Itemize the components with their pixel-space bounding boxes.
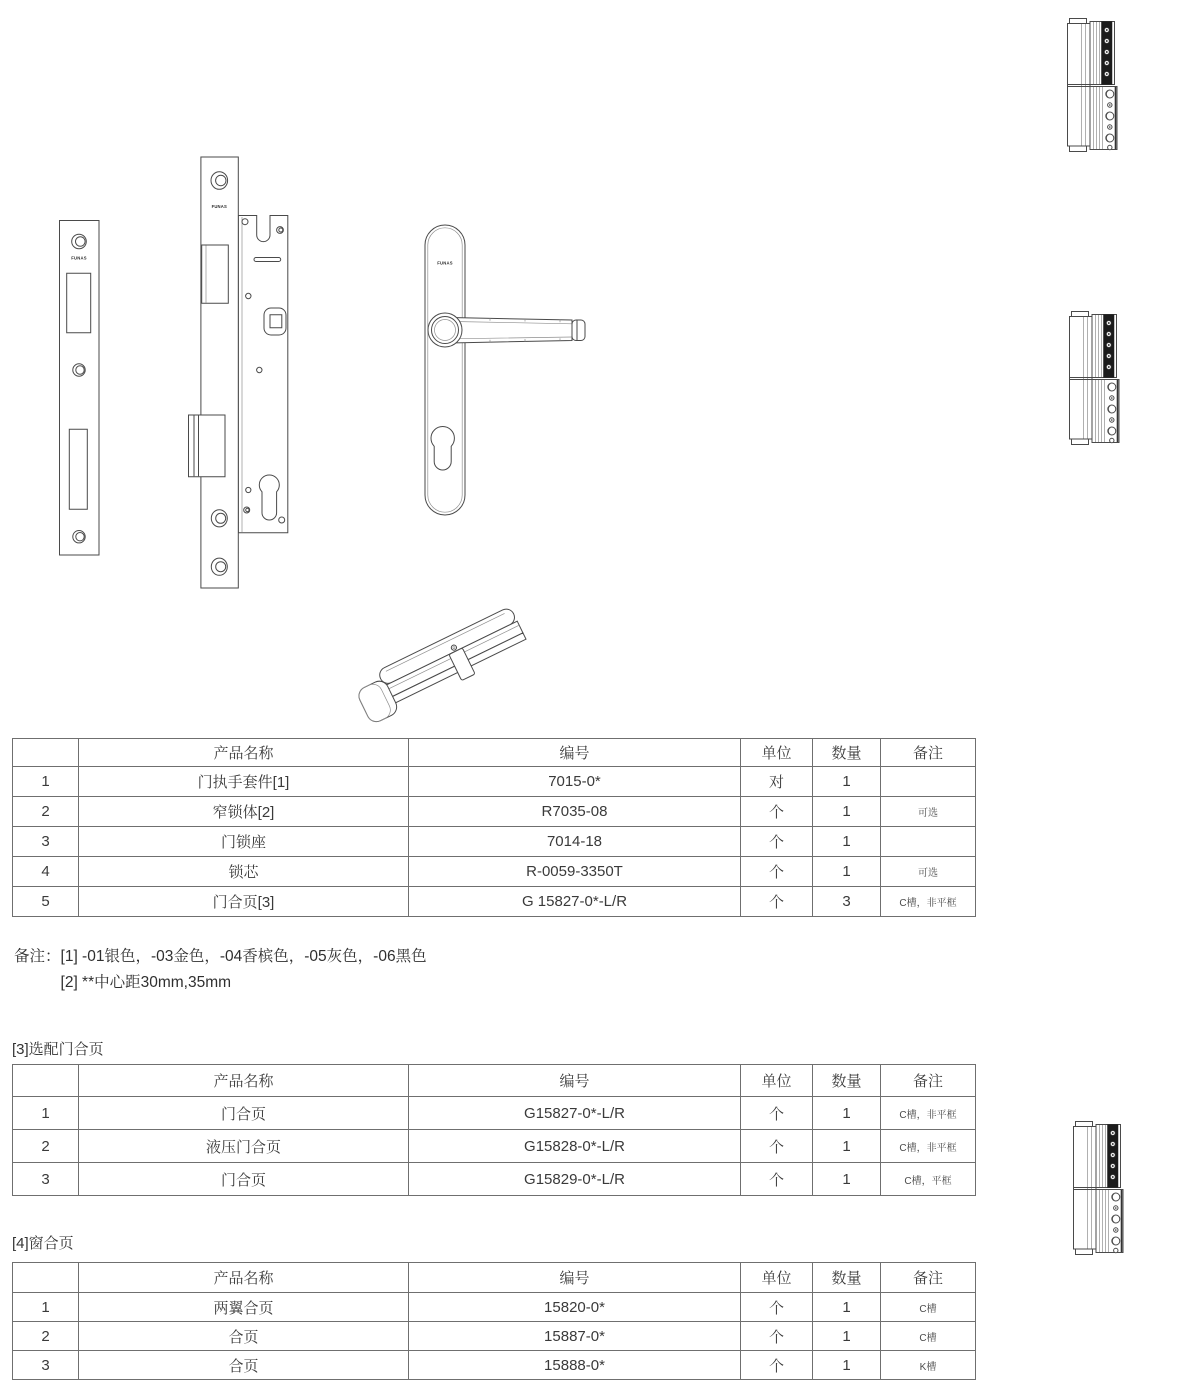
cell: 门合页 [79,1097,409,1130]
cell: 个 [741,857,813,887]
cell: C槽，非平框 [881,1130,976,1163]
cell: 个 [741,887,813,917]
header-row [13,1263,976,1293]
cell: 2 [13,797,79,827]
brand-mark: FUNAS [71,255,87,261]
handle-drawing [420,220,598,520]
cell: 7015-0* [409,767,741,797]
cell: 个 [741,827,813,857]
cell: 3 [13,1163,79,1196]
cell: 两翼合页 [79,1293,409,1322]
cell: 2 [13,1322,79,1351]
strike-plate-drawing [55,218,101,560]
window-hinges-table [12,1262,976,1380]
cell: 合页 [79,1351,409,1380]
cell: 15888-0* [409,1351,741,1380]
note-line-1: [1] -01银色，-03金色，-04香槟色，-05灰色，-06黑色 [60,948,427,965]
column-header: 单位 [741,739,813,767]
cell: 3 [13,1351,79,1380]
section-label-optional-door-hinges: [3]选配门合页 [12,1041,104,1058]
column-header: 备注 [881,739,976,767]
cell: 可选 [881,797,976,827]
cylinder-drawing [362,592,532,720]
cell: 个 [741,1097,813,1130]
column-header: 产品名称 [79,1263,409,1293]
column-header: 单位 [741,1263,813,1293]
table-row [13,767,976,797]
optional-door-hinges-table [12,1064,976,1196]
cell: C槽，非平框 [881,887,976,917]
cell: 1 [813,767,881,797]
column-header: 备注 [881,1263,976,1293]
cell: 1 [13,1097,79,1130]
notes-lines [61,944,427,996]
window-hinge-drawing [1072,1121,1126,1255]
cell: 1 [13,767,79,797]
column-header: 产品名称 [79,739,409,767]
table-row [13,1163,976,1196]
cell: R-0059-3350T [409,857,741,887]
cell: G15827-0*-L/R [409,1097,741,1130]
table-row [13,1351,976,1380]
table-row [13,827,976,857]
column-header: 编号 [409,1065,741,1097]
cell: 1 [813,1293,881,1322]
cell: 1 [813,1351,881,1380]
notes-prefix: 备注： [14,948,61,965]
header-row [13,739,976,767]
cell: 可选 [881,857,976,887]
cell: 对 [741,767,813,797]
cell: 个 [741,797,813,827]
cell: G 15827-0*-L/R [409,887,741,917]
cell: 15887-0* [409,1322,741,1351]
cell: 15820-0* [409,1293,741,1322]
cell: 4 [13,857,79,887]
column-header [13,1065,79,1097]
cell: C槽，非平框 [881,1097,976,1130]
cell: 1 [13,1293,79,1322]
cell: 锁芯 [79,857,409,887]
cell: 合页 [79,1322,409,1351]
cell: 1 [813,1163,881,1196]
cell: 3 [13,827,79,857]
table-row [13,797,976,827]
cell: 液压门合页 [79,1130,409,1163]
cell: 个 [741,1293,813,1322]
cell: 1 [813,797,881,827]
door-hinge-drawing-middle [1068,311,1122,445]
cell: 2 [13,1130,79,1163]
cell: 1 [813,827,881,857]
cell: C槽 [881,1293,976,1322]
lock-body-drawing [185,155,291,591]
table-row [13,857,976,887]
table-row [13,1293,976,1322]
cell: G15828-0*-L/R [409,1130,741,1163]
section-label-window-hinges: [4]窗合页 [12,1235,74,1252]
cell: 1 [813,857,881,887]
cell: 3 [813,887,881,917]
cell: 门合页[3] [79,887,409,917]
cell: 1 [813,1097,881,1130]
cell: C槽，平框 [881,1163,976,1196]
cell: 1 [813,1322,881,1351]
column-header [13,739,79,767]
column-header: 数量 [813,1263,881,1293]
column-header: 编号 [409,739,741,767]
cell: C槽 [881,1322,976,1351]
cell [881,767,976,797]
brand-mark: FUNAS [211,204,228,209]
column-header: 数量 [813,1065,881,1097]
cell: 7014-18 [409,827,741,857]
table-row [13,1322,976,1351]
cell: K槽 [881,1351,976,1380]
cell: 门合页 [79,1163,409,1196]
cell: 窄锁体[2] [79,797,409,827]
brand-mark: FUNAS [437,260,453,266]
column-header [13,1263,79,1293]
cell: 个 [741,1163,813,1196]
column-header: 编号 [409,1263,741,1293]
cell: R7035-08 [409,797,741,827]
column-header: 单位 [741,1065,813,1097]
cell: 5 [13,887,79,917]
cell: 个 [741,1322,813,1351]
cell: G15829-0*-L/R [409,1163,741,1196]
column-header: 数量 [813,739,881,767]
header-row [13,1065,976,1097]
table-row [13,1097,976,1130]
cell: 1 [813,1130,881,1163]
door-hinge-drawing-top [1066,18,1120,152]
cell [881,827,976,857]
cell: 门锁座 [79,827,409,857]
cell: 门执手套件[1] [79,767,409,797]
parts-table [12,738,976,917]
table-row [13,1130,976,1163]
cell: 个 [741,1130,813,1163]
column-header: 产品名称 [79,1065,409,1097]
cell: 个 [741,1351,813,1380]
column-header: 备注 [881,1065,976,1097]
note-line-2: [2] **中心距30mm,35mm [60,974,232,991]
table-row [13,887,976,917]
notes-block [14,944,427,996]
